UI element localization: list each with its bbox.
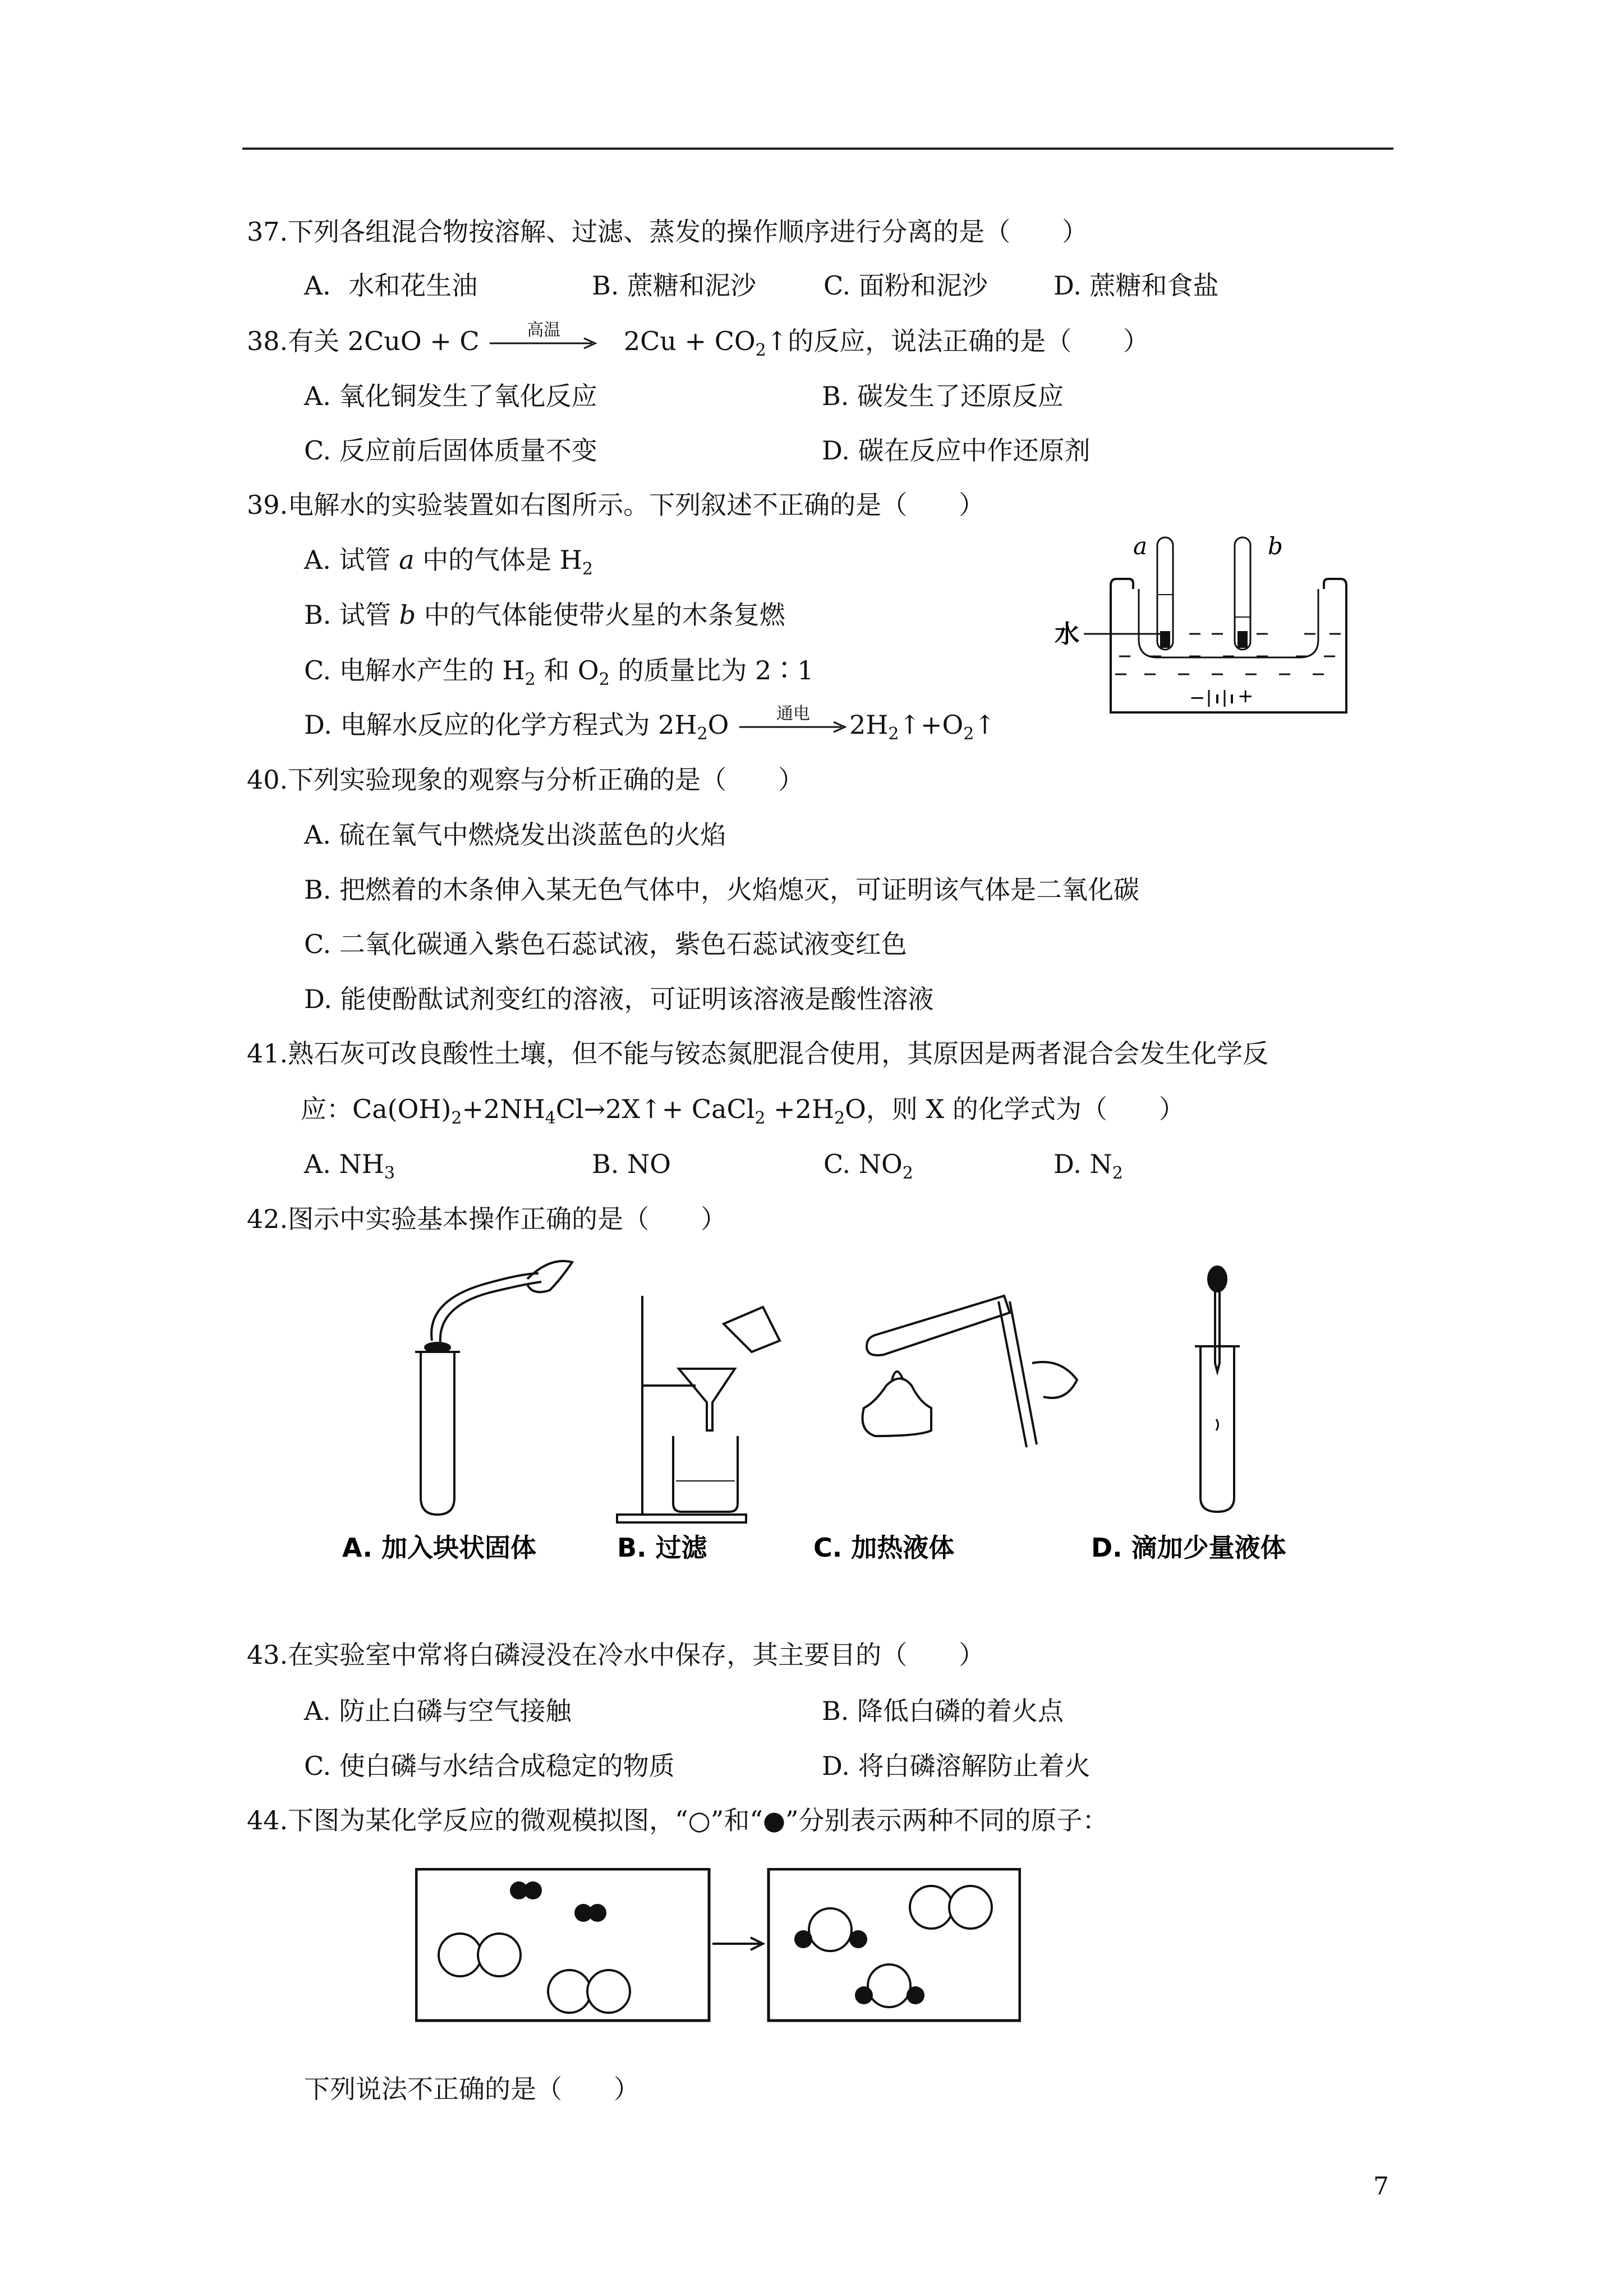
text: 和 O (535, 655, 599, 685)
q41-stem-line-1: 41.熟石灰可改良酸性土壤，但不能与铵态氮肥混合使用，其原因是两者混合会发生化学反 (247, 1038, 1269, 1069)
subscript: 2 (963, 724, 974, 744)
q43-stem: 43.在实验室中常将白磷浸没在冷水中保存，其主要目的（ ） (247, 1640, 985, 1670)
text: A. NH (304, 1149, 384, 1179)
arrow-icon (487, 335, 600, 352)
text: 的质量比为 2∶1 (609, 655, 814, 685)
q37-option-d: D. 蔗糖和食盐 (1053, 270, 1219, 301)
text: C. NO (823, 1149, 903, 1179)
subscript: 3 (384, 1163, 395, 1183)
reaction-condition: 通电 (776, 704, 810, 724)
text: 中的气体是 H (414, 545, 582, 575)
q43-option-d: D. 将白磷溶解防止着火 (822, 1751, 1091, 1781)
lab-operations-figure (337, 1251, 1324, 1565)
subscript: 2 (525, 670, 536, 689)
black-atom-molecule-icon (510, 1881, 606, 1922)
text: ↑+O (899, 710, 964, 740)
q41-option-c (823, 1147, 913, 1181)
q38-option-c: C. 反应前后固体质量不变 (304, 435, 597, 466)
text: A. 试管 (304, 545, 399, 575)
subscript: 2 (755, 341, 766, 360)
q38-option-b: B. 碳发生了还原反应 (822, 381, 1064, 411)
q38-stem (247, 320, 1149, 360)
q44-follow-up: 下列说法不正确的是（ ） (304, 2074, 640, 2104)
text: D. 电解水反应的化学方程式为 2H (304, 710, 697, 740)
header-rule (242, 148, 1393, 150)
caption-b: B. 过滤 (617, 1533, 707, 1563)
q39-stem: 39.电解水的实验装置如右图所示。下列叙述不正确的是（ ） (247, 490, 985, 520)
text: ↑ (974, 710, 996, 740)
heating-liquid-icon (863, 1296, 1078, 1447)
caption-c: C. 加热液体 (813, 1533, 955, 1563)
subscript: 2 (599, 670, 610, 689)
subscript: 2 (1112, 1163, 1123, 1183)
filtration-setup-icon (617, 1296, 780, 1522)
q37-option-b: B. 蔗糖和泥沙 (592, 270, 757, 301)
subscript: 2 (888, 724, 899, 744)
subscript: 4 (545, 1108, 556, 1128)
q40-option-c: C. 二氧化碳通入紫色石蕊试液，紫色石蕊试液变红色 (304, 929, 907, 959)
test-tube-with-tongs-icon (415, 1261, 572, 1515)
q42-stem: 42.图示中实验基本操作正确的是（ ） (247, 1204, 727, 1234)
q39-option-c (304, 654, 813, 687)
subscript: 2 (451, 1108, 462, 1128)
subscript: 2 (697, 724, 708, 744)
reaction-arrow (487, 320, 600, 352)
q43-option-a: A. 防止白磷与空气接触 (304, 1696, 572, 1726)
text: D. N (1053, 1149, 1112, 1179)
text: O，则 X 的化学式为（ ） (845, 1094, 1185, 1124)
page-number: 7 (1373, 2172, 1389, 2201)
water-label: 水 (1055, 620, 1079, 648)
text: B. 试管 (304, 600, 399, 630)
tube-label: a (399, 545, 415, 575)
product-molecule-icon (809, 1886, 992, 2007)
text: 中的气体能使带火星的木条复燃 (416, 600, 785, 630)
q41-option-d (1053, 1147, 1123, 1181)
q44-stem: 44.下图为某化学反应的微观模拟图，“○”和“●”分别表示两种不同的原子： (247, 1805, 1108, 1835)
reaction-condition: 高温 (527, 320, 561, 340)
q37-option-a: A．水和花生油 (304, 270, 478, 301)
q38-equation-left: 38.有关 2CuO + C (247, 326, 480, 356)
q41-option-a (304, 1147, 395, 1181)
tube-b-label: b (1268, 532, 1283, 560)
battery-plus-label: + (1237, 685, 1254, 707)
q39-option-a (304, 543, 593, 577)
q40-option-b: B. 把燃着的木条伸入某无色气体中，火焰熄灭，可证明该气体是二氧化碳 (304, 875, 1140, 905)
text: 应：Ca(OH) (301, 1094, 452, 1124)
subscript: 2 (902, 1163, 913, 1183)
text: +2H (765, 1094, 835, 1124)
text: 2H (849, 710, 889, 740)
text: +2NH (462, 1094, 545, 1124)
q41-option-b: B. NO (592, 1149, 671, 1179)
q40-option-d: D. 能使酚酞试剂变红的溶液，可证明该溶液是酸性溶液 (304, 984, 934, 1014)
q38-option-d: D. 碳在反应中作还原剂 (822, 435, 1091, 466)
reaction-arrow (737, 704, 849, 735)
text: C. 电解水产生的 H (304, 655, 525, 685)
q43-option-b: B. 降低白磷的着火点 (822, 1696, 1064, 1726)
text: O (707, 710, 729, 740)
subscript: 2 (582, 559, 593, 579)
caption-a: A. 加入块状固体 (342, 1533, 536, 1563)
q40-option-a: A. 硫在氧气中燃烧发出淡蓝色的火焰 (304, 820, 726, 850)
battery-minus-label: − (1189, 687, 1206, 709)
white-atom-molecule-icon (439, 1934, 630, 2013)
q41-stem-line-2 (301, 1092, 1185, 1126)
q43-option-c: C. 使白磷与水结合成稳定的物质 (304, 1751, 675, 1781)
q39-option-d (304, 704, 996, 744)
subscript: 2 (834, 1108, 845, 1128)
q38-question: ↑的反应，说法正确的是（ ） (766, 326, 1149, 356)
dropper-over-test-tube-icon (1195, 1267, 1240, 1512)
text: Cl→2X↑+ CaCl (555, 1094, 755, 1124)
caption-d: D. 滴加少量液体 (1091, 1533, 1286, 1563)
q39-option-b (304, 598, 785, 632)
tube-a-label: a (1133, 532, 1148, 560)
q40-stem: 40.下列实验现象的观察与分析正确的是（ ） (247, 765, 804, 795)
q37-option-c: C. 面粉和泥沙 (823, 270, 988, 301)
reaction-micro-model-figure (415, 1868, 1021, 2036)
electrolysis-apparatus-figure (1055, 527, 1358, 724)
q37-stem: 37.下列各组混合物按溶解、过滤、蒸发的操作顺序进行分离的是（ ） (247, 217, 1088, 247)
tube-label: b (399, 600, 416, 630)
q38-equation-right: 2Cu + CO (623, 326, 756, 356)
q38-option-a: A. 氧化铜发生了氧化反应 (304, 381, 597, 411)
subscript: 2 (755, 1108, 766, 1128)
arrow-icon (737, 719, 849, 735)
